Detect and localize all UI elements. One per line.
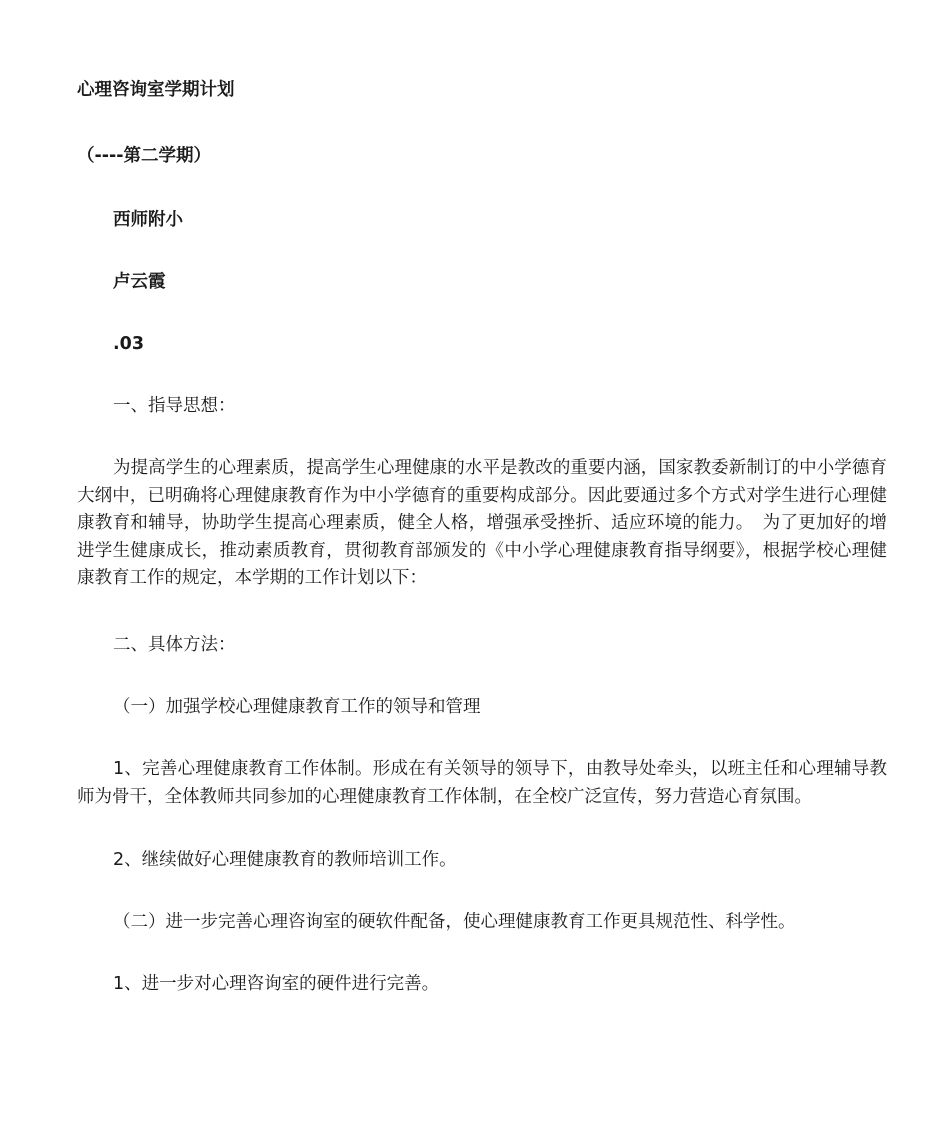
subsection-heading-counseling-room: （二）进一步完善心理咨询室的硬软件配备，使心理健康教育工作更具规范性、科学性。: [113, 912, 796, 932]
author-name: 卢云霞: [113, 272, 166, 292]
guiding-ideology-paragraph: 为提高学生的心理素质，提高学生心理健康的水平是教改的重要内涵，国家教委新制订的中小学德育大纲中，已明确将心理健康教育作为中小学德育的重要构成部分。因此要通过多个方式对学生进行心理健康教育和辅导，协助学生提高心理素质，健全人格，增强承受挫折、适应环境的能力。 为了更加好的增进学生健康成长，推动素质教育，贯彻教育部颁发的《中小学心理健康教育指导纲要》，根据学校心理健康教育工作的规定，本学期的工作计划以下：: [77, 458, 887, 588]
section-heading-specific-methods: 二、具体方法：: [113, 635, 236, 655]
term-label: （----第二学期）: [77, 146, 212, 166]
subsection-heading-leadership: （一）加强学校心理健康教育工作的领导和管理: [113, 697, 481, 717]
document-title: 心理咨询室学期计划: [77, 80, 235, 100]
document-date: .03: [113, 334, 145, 354]
school-name: 西师附小: [113, 210, 183, 230]
list-item-hardware: 1、进一步对心理咨询室的硬件进行完善。: [113, 974, 440, 994]
section-heading-guiding-ideology: 一、指导思想：: [113, 396, 236, 416]
list-item-improve-system: 1、完善心理健康教育工作体制。形成在有关领导的领导下，由教导处牵头，以班主任和心理辅导教师为骨干，全体教师共同参加的心理健康教育工作体制，在全校广泛宣传，努力营造心育氛围。: [77, 759, 887, 807]
list-item-teacher-training: 2、继续做好心理健康教育的教师培训工作。: [113, 850, 457, 870]
